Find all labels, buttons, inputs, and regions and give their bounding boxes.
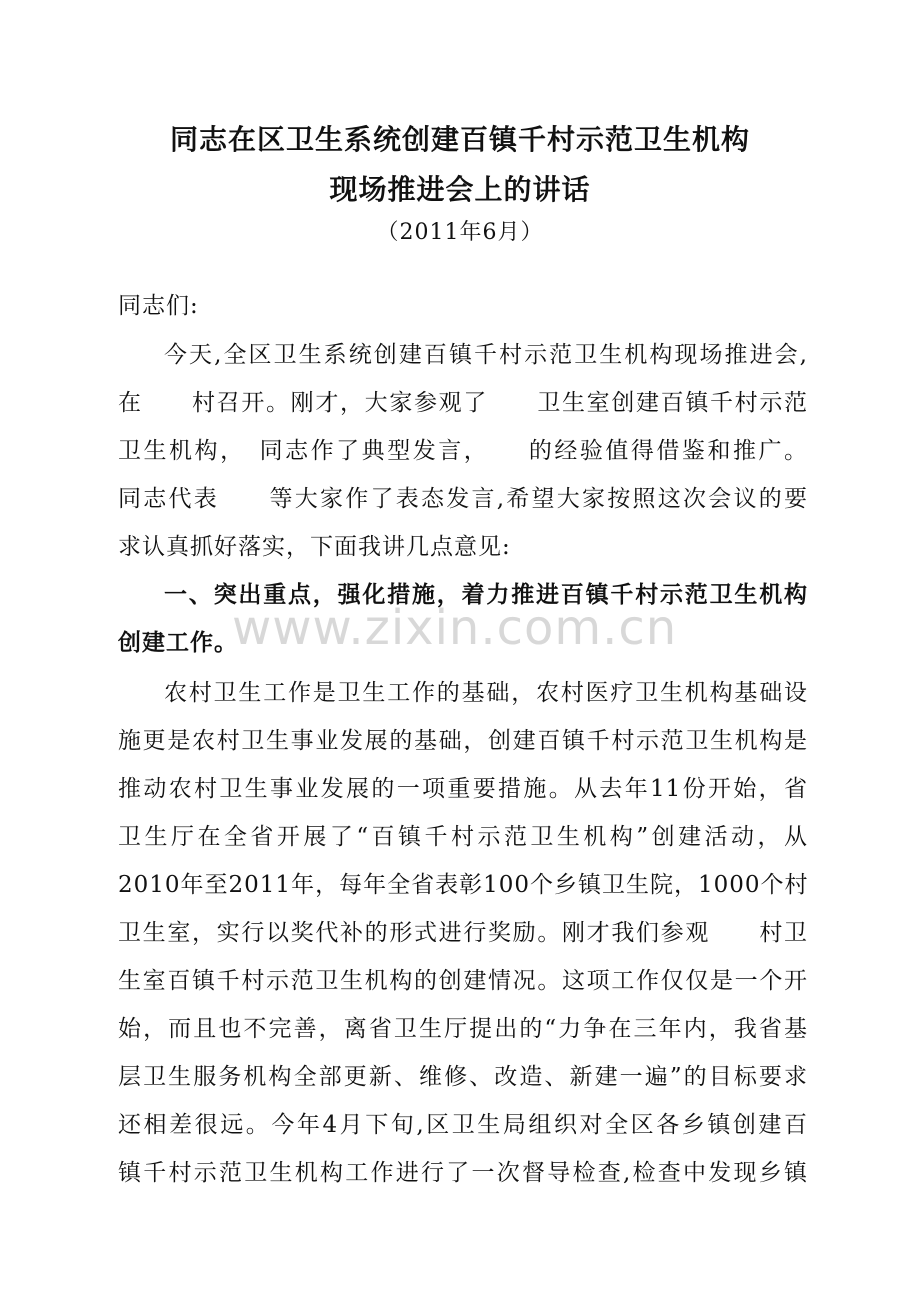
salutation: 同志们: [118, 293, 199, 319]
speech-date: （2011年6月） [376, 220, 544, 245]
paragraph-1-line-4: 同志代表 等大家作了表态发言,希望大家按照这次会议的要 [118, 486, 808, 512]
paragraph-2-line-1: 农村卫生工作是卫生工作的基础，农村医疗卫生机构基础设 [164, 680, 808, 706]
paragraph-1-line-5: 求认真抓好落实，下面我讲几点意见: [118, 534, 511, 560]
paragraph-2-line-11: 镇千村示范卫生机构工作进行了一次督导检查,检查中发现乡镇 [118, 1160, 808, 1186]
paragraph-1-line-2: 在 村召开。刚才，大家参观了 卫生室创建百镇千村示范 [118, 390, 808, 416]
title-line-1: 同志在区卫生系统创建百镇千村示范卫生机构 [169, 123, 750, 156]
paragraph-2-line-3: 推动农村卫生事业发展的一项重要措施。从去年11份开始，省 [118, 776, 808, 802]
paragraph-2-line-2: 施更是农村卫生事业发展的基础，创建百镇千村示范卫生机构是 [118, 728, 808, 754]
paragraph-1-line-1: 今天,全区卫生系统创建百镇千村示范卫生机构现场推进会, [164, 342, 808, 368]
paragraph-2-line-5: 2010年至2011年，每年全省表彰100个乡镇卫生院，1000个村 [118, 872, 809, 898]
heading-1-line-2: 创建工作。 [118, 630, 238, 656]
paragraph-2-line-9: 层卫生服务机构全部更新、维修、改造、新建一遍”的目标要求 [118, 1064, 808, 1090]
heading-1-line-1: 一、突出重点，强化措施，着力推进百镇千村示范卫生机构 [164, 582, 808, 608]
title-line-2: 现场推进会上的讲话 [329, 173, 591, 206]
paragraph-2-line-4: 卫生厅在全省开展了“百镇千村示范卫生机构”创建活动，从 [118, 824, 808, 850]
paragraph-2-line-6: 卫生室，实行以奖代补的形式进行奖励。刚才我们参观 村卫 [118, 920, 808, 946]
paragraph-2-line-7: 生室百镇千村示范卫生机构的创建情况。这项工作仅仅是一个开 [118, 968, 808, 994]
paragraph-1-line-3: 卫生机构， 同志作了典型发言， 的经验值得借鉴和推广。 [118, 438, 808, 464]
paragraph-2-line-8: 始，而且也不完善，离省卫生厅提出的“力争在三年内，我省基 [118, 1016, 808, 1042]
watermark: www.zixin.com.cn [232, 600, 678, 656]
paragraph-2-line-10: 还相差很远。今年4月下旬,区卫生局组织对全区各乡镇创建百 [118, 1112, 808, 1138]
